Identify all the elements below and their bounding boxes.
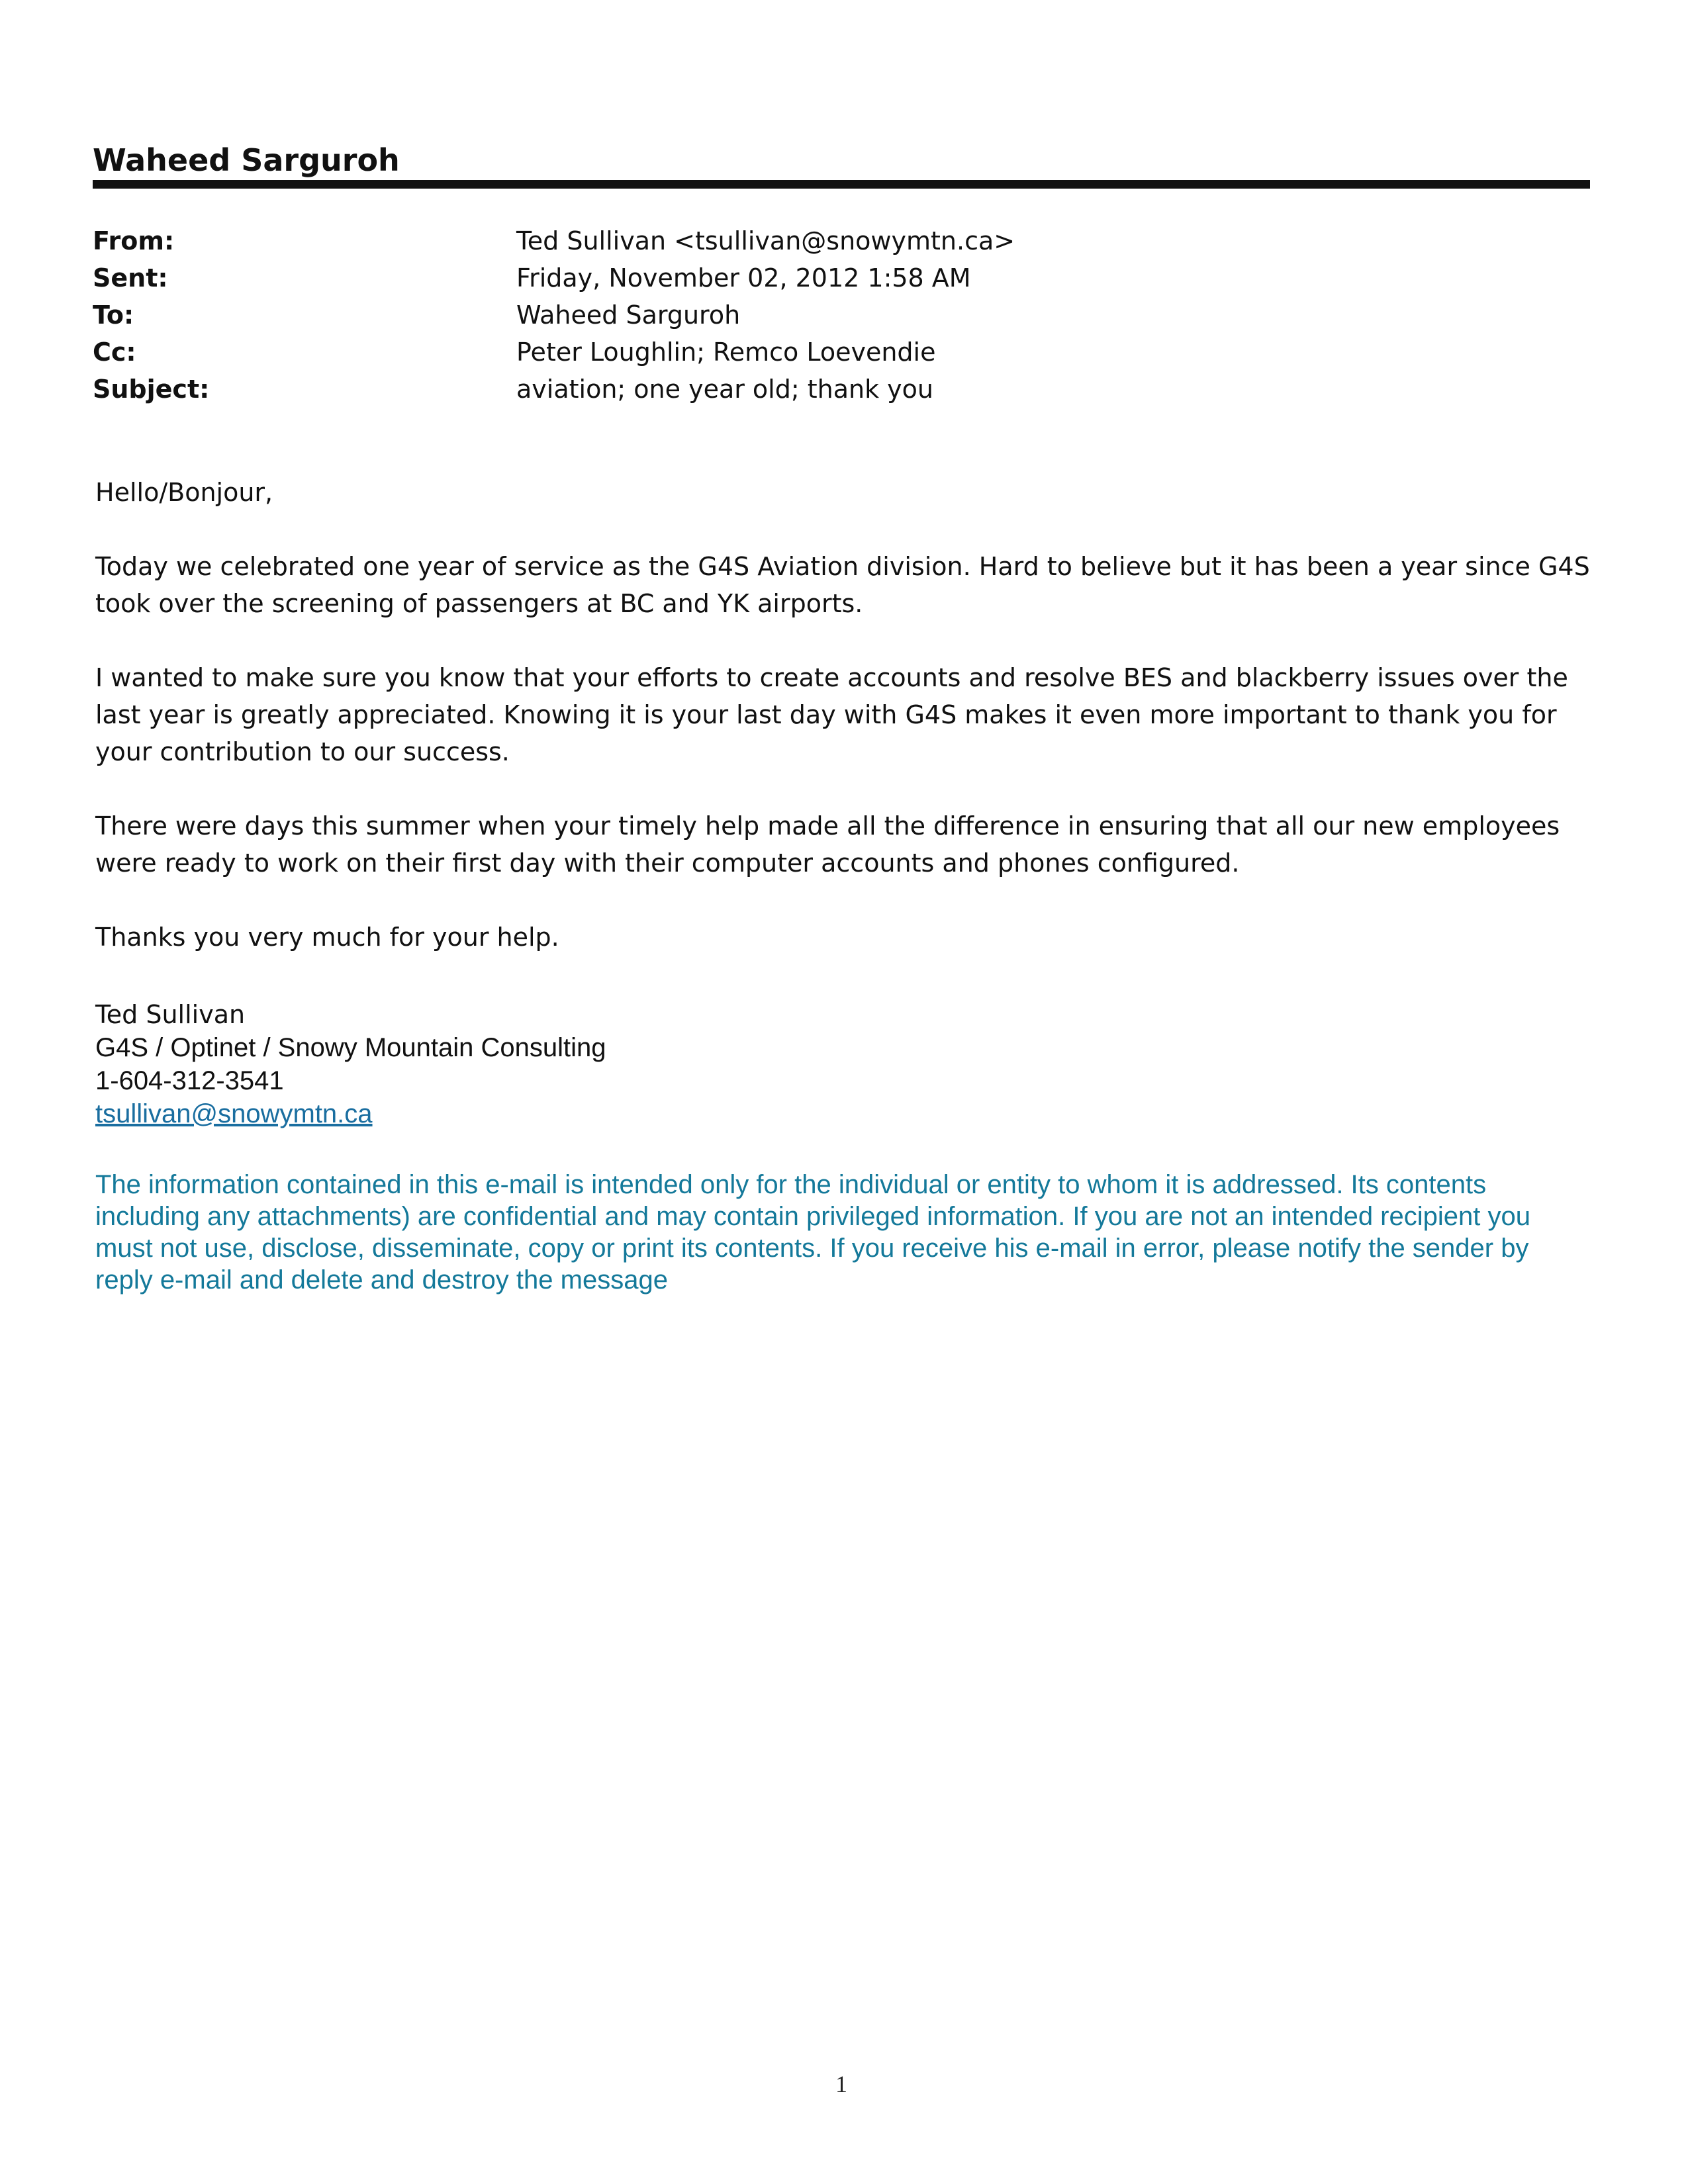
confidentiality-disclaimer: The information contained in this e-mail is intended only for the individual or entity to whom it is addressed. Its contents including any attachments) are confidential and may contain privileged information. If you are not an intended recipient you must not use, disclose, disseminate, copy or print its contents. If you receive his e-mail in error, please notify the sender by reply e-mail and delete and destroy the message: [95, 1170, 1530, 1295]
to-label: To:: [93, 300, 134, 330]
header-row-from: [93, 222, 1549, 259]
header-row-to: [93, 296, 1549, 334]
signature-phone: 1-604-312-3541: [95, 1066, 284, 1095]
email-header: [93, 222, 1549, 408]
body-paragraph: Today we celebrated one year of service as the G4S Aviation division. Hard to believe but it has been a year since G4S took over the screening of passengers at BC and YK airports.: [95, 552, 1590, 618]
to-value: Waheed Sarguroh: [516, 300, 741, 330]
body-paragraph: I wanted to make sure you know that your efforts to create accounts and resolve BES and blackberry issues over the last year is greatly appreciated. Knowing it is your last day with G4S makes it even more important to thank you for your contribution to our success.: [95, 663, 1568, 766]
sent-label: Sent:: [93, 263, 168, 293]
cc-value: Peter Loughlin; Remco Loevendie: [516, 338, 936, 367]
header-row-sent: [93, 259, 1549, 296]
subject-value: aviation; one year old; thank you: [516, 375, 934, 404]
greeting: Hello/Bonjour,: [95, 478, 273, 507]
header-divider: [93, 180, 1590, 189]
header-row-subject: [93, 371, 1549, 408]
from-label: From:: [93, 226, 175, 255]
mailbox-owner-name: Waheed Sarguroh: [93, 142, 400, 178]
body-paragraph: There were days this summer when your timely help made all the difference in ensuring that all our new employees were ready to work on their first day with their computer accounts and phones configured.: [95, 811, 1560, 878]
signature-email-link[interactable]: tsullivan@snowymtn.ca: [95, 1099, 373, 1128]
from-value: Ted Sullivan <tsullivan@snowymtn.ca>: [516, 226, 1015, 255]
sent-value: Friday, November 02, 2012 1:58 AM: [516, 263, 971, 293]
signature-company: G4S / Optinet / Snowy Mountain Consulting: [95, 1033, 606, 1062]
cc-label: Cc:: [93, 338, 136, 367]
signature-name: Ted Sullivan: [95, 1000, 246, 1029]
email-body: [95, 474, 1591, 993]
closing: Thanks you very much for your help.: [95, 923, 559, 952]
email-signature: [95, 998, 1154, 1130]
subject-label: Subject:: [93, 375, 210, 404]
page-number: 1: [835, 2071, 847, 2097]
header-row-cc: [93, 334, 1549, 371]
